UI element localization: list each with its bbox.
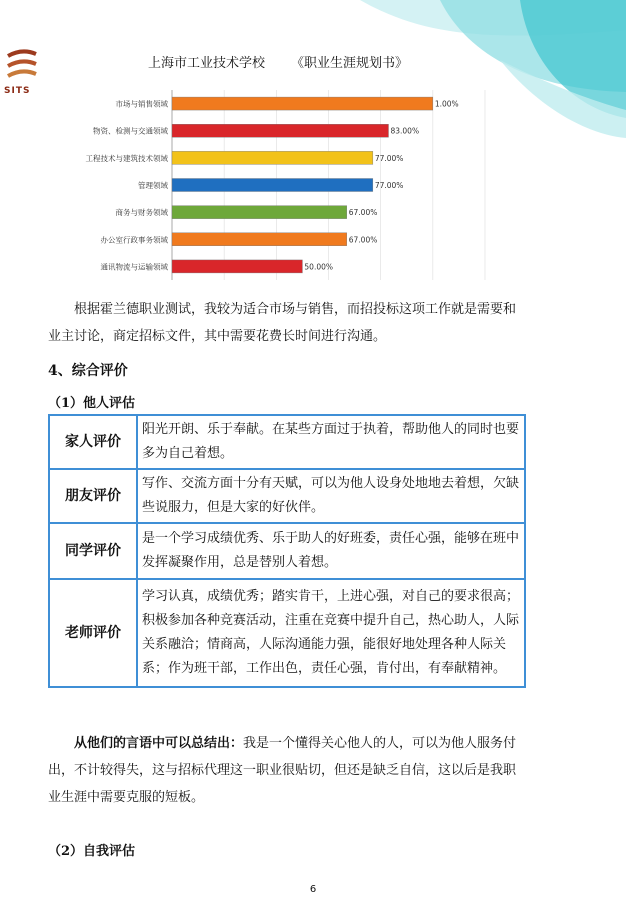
data-label: 67.00% xyxy=(348,235,378,245)
conclusion-text: 我是一个懂得关心他人的人，可以为他人服务付出，不计较得失，这与招标代理这一职业很贴切，但还是缺乏自信，这以后是我职业生涯中需要克服的短板。 xyxy=(48,736,517,805)
category-label: 通讯物流与运输领域 xyxy=(100,262,168,272)
document-title: 《职业生涯规划书》 xyxy=(291,56,409,71)
category-label: 管理领域 xyxy=(138,181,168,190)
data-label: 77.00% xyxy=(374,153,404,163)
subsection-heading-self: （2）自我评估 xyxy=(48,844,136,859)
conclusion-lead: 从他们的言语中可以总结出： xyxy=(74,736,244,751)
bar xyxy=(172,124,388,137)
row-text: 阳光开朗、乐于奉献。在某些方面过于执着，帮助他人的同时也要多为自己着想。 xyxy=(137,415,525,469)
data-label: 1.00% xyxy=(434,99,459,109)
row-label: 家人评价 xyxy=(49,415,137,469)
row-label: 朋友评价 xyxy=(49,469,137,523)
row-label: 老师评价 xyxy=(49,579,137,687)
row-text: 写作、交流方面十分有天赋，可以为他人设身处地地去着想，欠缺些说服力，但是大家的好伙伴。 xyxy=(137,469,525,523)
data-label: 67.00% xyxy=(348,208,378,218)
category-label: 办公室行政事务领域 xyxy=(100,235,168,245)
row-text: 学习认真，成绩优秀；踏实肯干，上进心强，对自己的要求很高；积极参加各种竞赛活动，注重在竞赛中提升自己，热心助人，人际关系融洽；情商高，人际沟通能力强，能很好地处理各种人际关系；作为班干部，工作出色，责任心强，肯付出，有奉献精神。 xyxy=(137,579,525,687)
category-label: 商务与财务领域 xyxy=(115,208,168,218)
bar xyxy=(172,151,373,164)
paragraph-conclusion xyxy=(48,730,528,811)
logo-text: SITS xyxy=(4,86,31,96)
paragraph-text: 根据霍兰德职业测试，我较为适合市场与销售，而招投标这项工作就是需要和业主讨论，商定招标文件，其中需要花费长时间进行沟通。 xyxy=(48,302,517,344)
data-label: 83.00% xyxy=(390,126,420,136)
subsection-heading-others: （1）他人评估 xyxy=(48,396,136,411)
evaluation-table xyxy=(48,414,526,688)
school-name: 上海市工业技术学校 xyxy=(148,56,266,71)
page-number: 6 xyxy=(309,884,317,895)
bar xyxy=(172,97,433,110)
bar xyxy=(172,206,347,219)
table-row xyxy=(49,415,525,469)
table-row xyxy=(49,523,525,579)
paragraph-holland-test xyxy=(48,296,528,350)
data-label: 50.00% xyxy=(304,262,334,272)
school-logo xyxy=(4,46,40,86)
page-header xyxy=(148,52,408,71)
category-label: 市场与销售领域 xyxy=(115,99,168,109)
table-row xyxy=(49,469,525,523)
row-label: 同学评价 xyxy=(49,523,137,579)
table-row xyxy=(49,579,525,687)
career-field-bar-chart xyxy=(60,88,500,282)
bar xyxy=(172,260,302,273)
section-heading: 4、综合评价 xyxy=(48,363,128,379)
category-label: 工程技术与建筑技术领域 xyxy=(85,153,168,163)
row-text: 是一个学习成绩优秀、乐于助人的好班委，责任心强，能够在班中发挥凝聚作用，总是替别人着想。 xyxy=(137,523,525,579)
category-label: 物资、检测与交通领域 xyxy=(93,126,168,136)
data-label: 77.00% xyxy=(374,181,404,190)
bar xyxy=(172,179,373,192)
bar xyxy=(172,233,347,246)
